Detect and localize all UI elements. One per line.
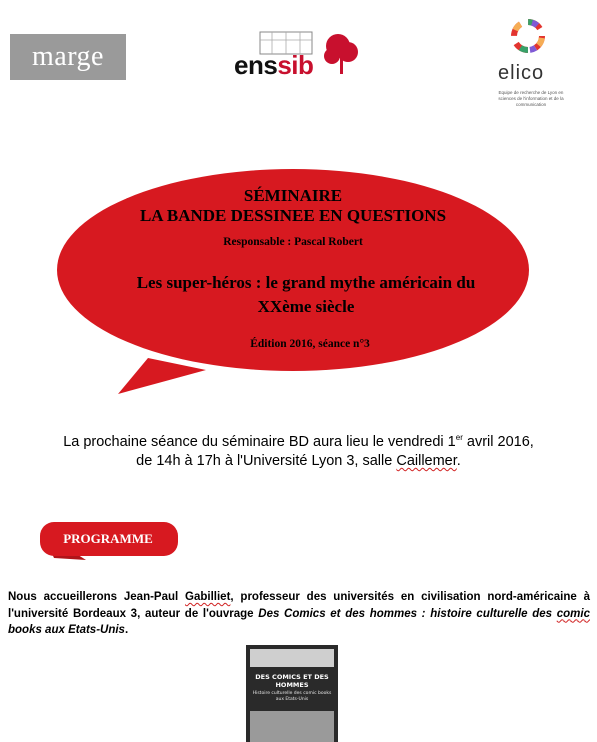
marge-logo-text: marge [32, 41, 104, 72]
seminar-title-line2: LA BANDE DESSINEE EN QUESTIONS [139, 206, 447, 225]
para-text1: Nous accueillerons Jean-Paul [8, 591, 186, 603]
session-theme-title [96, 271, 516, 319]
book-title-italic: Des Comics et des hommes : histoire culturelle des [258, 607, 557, 620]
elico-logo [492, 16, 570, 120]
announcement-sup: er [455, 433, 463, 442]
enssib-logo-ens: ens [234, 50, 278, 80]
book-cover-subtitle: Histoire culturelle des comic books aux Etats-Unis [252, 691, 332, 702]
marge-logo [10, 34, 126, 80]
elico-logo-text: elico [498, 62, 545, 84]
book-cover-art [250, 711, 334, 742]
responsable-text: Responsable : Pascal Robert [223, 236, 363, 248]
book-cover-title: DES COMICS ET DES HOMMES [255, 673, 329, 689]
para-text2: , professeur des universités en civilisation nord-américaine à l'université Bordeaux 3, auteur de l'ouvrage [8, 591, 591, 620]
enssib-logo-sib: sib [277, 50, 314, 80]
book-title-comic: comic [556, 607, 590, 620]
enssib-logo [228, 26, 368, 78]
para-text3: . [124, 624, 129, 636]
elico-ring-icon [492, 16, 570, 62]
programme-label: PROGRAMME [63, 531, 153, 546]
edition-text: Édition 2016, séance n°3 [250, 338, 370, 350]
session-theme-line1: Les super-héros : le grand mythe américain du [136, 273, 476, 292]
book-cover-image [246, 645, 338, 742]
announcement [40, 428, 557, 471]
seminar-title [56, 186, 530, 226]
session-theme-line2: XXème siècle [257, 297, 355, 316]
speaker-name: Gabilliet [185, 591, 231, 603]
seminar-title-line1: SÉMINAIRE [243, 186, 343, 205]
enssib-logo-text [234, 50, 313, 81]
announcement-part2: avril 2016, [462, 433, 534, 450]
book-title-end: books aux Etats-Unis [8, 624, 125, 636]
book-cover-header [250, 649, 334, 667]
announcement-room: Caillemer [396, 452, 457, 469]
announcement-part1: La prochaine séance du séminaire BD aura lieu le vendredi 1 [63, 433, 456, 450]
announcement-part3: de 14h à 17h à l'Université Lyon 3, salle [136, 452, 397, 469]
announcement-end: . [456, 452, 461, 469]
speaker-paragraph [8, 589, 590, 639]
elico-tagline: Equipe de recherche de Lyon en sciences de l'information et de la communication [498, 90, 564, 107]
